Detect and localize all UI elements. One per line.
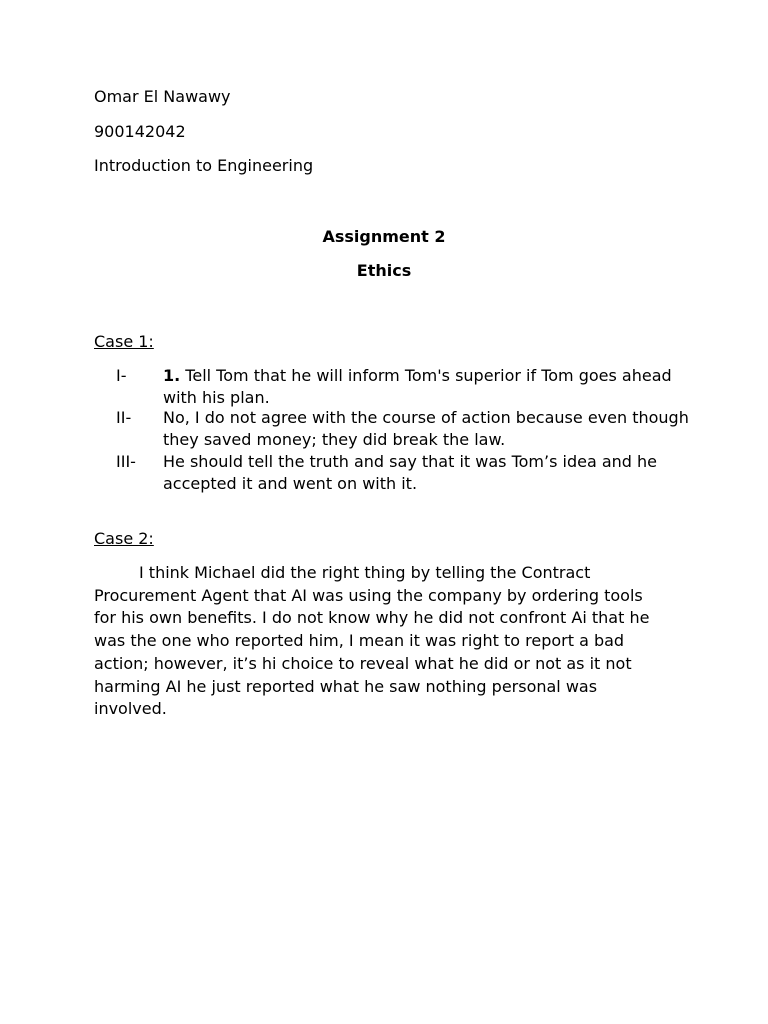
list-marker: II- <box>116 408 132 427</box>
assignment-title: Assignment 2 <box>322 227 446 246</box>
case2-heading: Case 2: <box>94 529 154 548</box>
list-marker: I- <box>116 366 127 385</box>
assignment-topic: Ethics <box>356 261 412 280</box>
list-marker: III- <box>116 452 136 471</box>
list-text-body: Tell Tom that he will inform Tom's superior if Tom goes ahead with his plan. <box>163 366 672 407</box>
author-name: Omar El Nawawy <box>94 87 231 106</box>
student-id: 900142042 <box>94 122 186 141</box>
list-number: 1. <box>163 366 181 385</box>
list-text: No, I do not agree with the course of action because even though they saved money; they did break the law. <box>163 408 689 449</box>
case1-heading: Case 1: <box>94 332 154 351</box>
course-name: Introduction to Engineering <box>94 156 314 175</box>
list-text <box>163 365 693 409</box>
case2-paragraph: I think Michael did the right thing by telling the Contract Procurement Agent that AI was using the company by ordering tools for his own benefits. I do not know why he did not confront Ai that he was the one who reported him, I mean it was right to report a bad action; however, it’s hi choice to reveal what he did or not as it not harming AI he just reported what he saw nothing personal was involved. <box>94 563 650 719</box>
list-text: He should tell the truth and say that it was Tom’s idea and he accepted it and went on with it. <box>163 452 658 493</box>
